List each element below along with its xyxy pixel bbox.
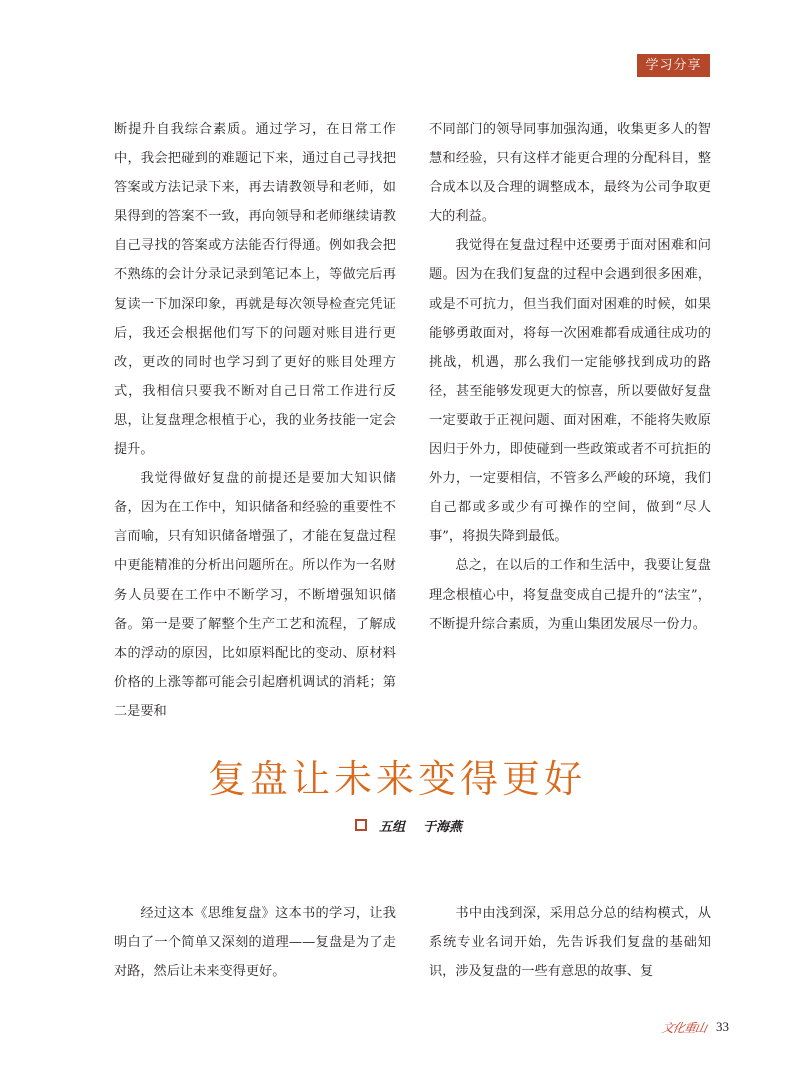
- paragraph: 断提升自我综合素质。通过学习，在日常工作中，我会把碰到的难题记下来，通过自己寻找把答案或方法记录下来，再去请教领导和老师，如果得到的答案不一致，再向领导和老师继续请教自己寻找的答案或方法能否行得通。例如我会把不熟练的会计分录记录到笔记本上，等做完后再复读一下加深印象，再就是每次领导检查完凭证后，我还会根据他们写下的问题对账目进行更改，更改的同时也学习到了更好的账目处理方式，我相信只要我不断对自己日常工作进行反思，让复盘理念根植于心，我的业务技能一定会提升。: [114, 122, 396, 458]
- article-right-column: [429, 899, 711, 986]
- article-title: 复盘让未来变得更好: [207, 757, 586, 801]
- paragraph: 不同部门的领导同事加强沟通，收集更多人的智慧和经验，只有这样才能更合理的分配科目，整合成本以及合理的调整成本，最终为公司争取更大的利益。: [429, 122, 711, 225]
- paragraph: 总之，在以后的工作和生活中，我要让复盘理念根植心中，将复盘变成自己提升的“法宝”，不断提升综合素质，为重山集团发展尽一份力。: [429, 558, 711, 632]
- paragraph: 我觉得在复盘过程中还要勇于面对困难和问题。因为在我们复盘的过程中会遇到很多困难，或是不可抗力，但当我们面对困难的时候，如果能够勇敢面对，将每一次困难都看成通往成功的挑战，机遇，那么我们一定能够找到成功的路径，甚至能够发现更大的惊喜，所以要做好复盘一定要敢于正视问题、面对困难，不能将失败原因归于外力，即使碰到一些政策或者不可抗拒的外力，一定要相信，不管多么严峻的环境，我们自己都或多或少有可操作的空间，做到“尽人事”，将损失降到最低。: [429, 238, 711, 545]
- byline: [355, 815, 462, 835]
- square-bullet-icon: [355, 819, 367, 831]
- previous-article-right-column: [429, 115, 711, 639]
- article-left-column: [114, 899, 396, 986]
- previous-article-left-column: [114, 115, 396, 726]
- paragraph: 经过这本《思维复盘》这本书的学习，让我明白了一个简单又深刻的道理——复盘是为了走对路，然后让未来变得更好。: [114, 906, 396, 980]
- paragraph: 书中由浅到深，采用总分总的结构模式，从系统专业名词开始，先告诉我们复盘的基础知识，涉及复盘的一些有意思的故事、复: [429, 906, 711, 980]
- byline-group: 五组: [379, 819, 406, 835]
- magazine-logo: 文化重山: [660, 1020, 708, 1035]
- section-tag: 学习分享: [637, 54, 710, 77]
- paragraph: 我觉得做好复盘的前提还是要加大知识储备，因为在工作中，知识储备和经验的重要性不言而喻，只有知识储备增强了，才能在复盘过程中更能精准的分析出问题所在。所以作为一名财务人员要在工作中不断学习，不断增强知识储备。第一是要了解整个生产工艺和流程，了解成本的浮动的原因，比如原料配比的变动、原材料价格的上涨等都可能会引起磨机调试的消耗；第二是要和: [114, 471, 396, 719]
- page-footer: [662, 1017, 729, 1037]
- byline-author: 于海燕: [423, 819, 463, 835]
- page-number: 33: [716, 1019, 730, 1034]
